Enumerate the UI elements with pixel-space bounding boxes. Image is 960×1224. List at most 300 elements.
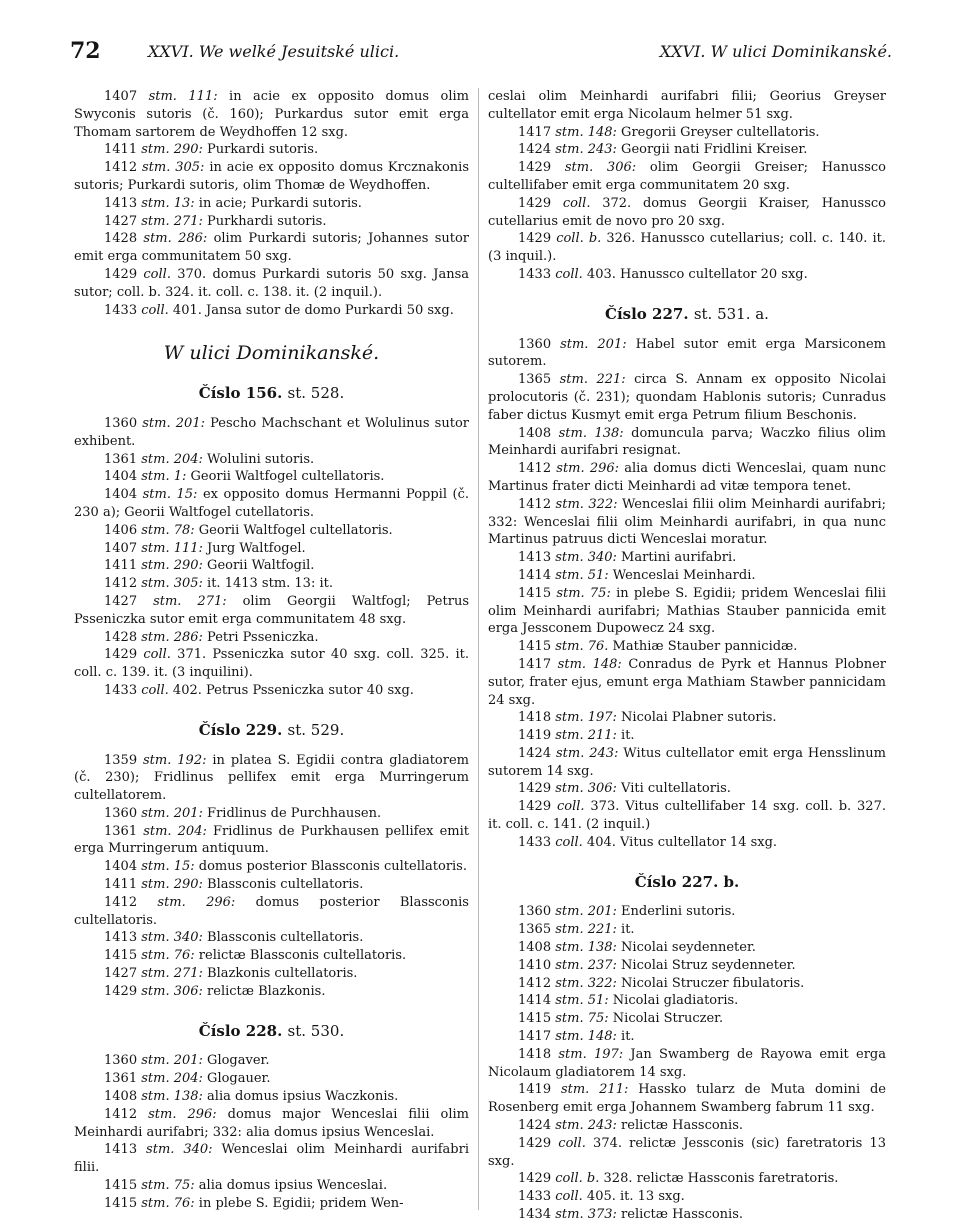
record-entry — [74, 858, 469, 876]
record-entry — [488, 745, 886, 781]
entry-source: stm. 201: — [555, 904, 617, 920]
entry-year: 1418 — [518, 710, 552, 726]
entry-source: stm. 296: — [148, 1106, 217, 1122]
entry-text: it. 1413 stm. 13: it. — [202, 576, 333, 592]
entry-source: stm. 290: — [141, 142, 203, 158]
entry-text: olim Georgii Waltfogl; Petrus Psseniczka sutor emit erga communitatem 48 sxg. — [74, 593, 469, 627]
record-entry — [488, 1046, 886, 1082]
entry-text: domus posterior Blassconis cultellatoris. — [194, 859, 467, 875]
entry-year: 1414 — [518, 567, 552, 583]
entry-source: stm. 76. — [555, 639, 609, 655]
entry-text: Martini aurifabri. — [616, 550, 737, 566]
record-entry — [74, 266, 469, 302]
right-column — [488, 88, 886, 1224]
entry-source: stm. 201: — [141, 1053, 203, 1069]
entry-year: 1360 — [518, 904, 552, 920]
entry-year: 1411 — [104, 558, 138, 574]
entry-year: 1413 — [104, 195, 138, 211]
entry-text: Blassconis cultellatoris. — [202, 930, 364, 946]
running-header — [70, 38, 900, 68]
entry-source: stm. 192: — [143, 752, 207, 768]
record-entry — [488, 638, 886, 656]
entry-source: stm. 306: — [141, 983, 203, 999]
entry-year: 1433 — [104, 302, 138, 318]
entry-text: Jurg Waltfogel. — [202, 540, 306, 556]
entry-text: 371. Psseniczka sutor 40 sxg. coll. 325. it. coll. c. 139. it. (3 inquilini). — [74, 647, 469, 681]
record-entry — [488, 1170, 886, 1188]
entry-text: 401. Jansa sutor de domo Purkardi 50 sxg. — [168, 302, 454, 318]
entry-source: stm. 290: — [141, 558, 203, 574]
entry-source: stm. 373: — [555, 1207, 617, 1223]
entry-text: Fridlinus de Purchhausen. — [202, 805, 382, 821]
house-number-label: Číslo 227. b. — [634, 872, 740, 891]
left-running-title: XXVI. We welké Jesuitské ulici. — [148, 42, 400, 61]
entry-text: Georii Waltfogel cultellatoris. — [194, 522, 393, 538]
record-entry — [74, 1088, 469, 1106]
page-number: 72 — [70, 38, 101, 64]
entry-text: Hassko tularz de Muta domini de Rosenberg emit erga Johannem Swamberg fabrum 11 sxg. — [488, 1082, 886, 1116]
entry-text: ex opposito domus Hermanni Poppil (č. 230 a); Georii Waltfogel cutellatoris. — [74, 487, 470, 520]
record-entry — [74, 195, 469, 213]
entry-year: 1407 — [104, 540, 138, 556]
entry-year: 1360 — [104, 415, 138, 431]
entry-source: stm. 221: — [555, 922, 617, 938]
house-number-label: Číslo 156. — [198, 384, 283, 403]
entry-source: coll. — [555, 834, 583, 850]
record-entry — [488, 124, 886, 142]
entry-source: stm. 243: — [555, 745, 619, 761]
entry-year: 1433 — [518, 1189, 552, 1205]
entry-text: in acie; Purkardi sutoris. — [194, 195, 362, 211]
house-number-label: Číslo 228. — [198, 1021, 283, 1040]
record-entry — [488, 336, 886, 372]
record-entry — [488, 371, 886, 424]
entry-text: Petri Psseniczka. — [202, 629, 319, 645]
record-entry — [488, 1188, 886, 1206]
entry-source: coll. — [555, 1189, 583, 1205]
entry-text: 372. domus Georgii Kraiser, Hanussco cutellarius emit de novo pro 20 sxg. — [488, 195, 886, 229]
entry-year: 1417 — [518, 1029, 552, 1045]
entry-year: 1404 — [104, 469, 138, 485]
entry-text: Nicolai Plabner sutoris. — [616, 710, 777, 726]
entry-source: stm. 78: — [141, 522, 195, 538]
entry-source: stm. 271: — [141, 213, 203, 229]
entry-text: Mathiæ Stauber pannicidæ. — [608, 639, 798, 655]
entry-year: 1408 — [518, 425, 552, 441]
entry-text: ceslai olim Meinhardi aurifabri filii; Georius Greyser cultellator emit erga Nicolaum helmer 51 sxg. — [488, 89, 886, 122]
entry-source: stm. 75: — [556, 585, 611, 601]
entry-source: coll. — [558, 1135, 586, 1151]
entry-year: 1411 — [104, 142, 138, 158]
entry-year: 1429 — [104, 647, 138, 663]
entry-text: Georgii nati Fridlini Kreiser. — [616, 142, 808, 158]
entry-year: 1434 — [518, 1207, 552, 1223]
record-entry — [74, 575, 469, 593]
house-number-st: st. 531. a. — [693, 304, 769, 323]
entry-source: stm. 340: — [555, 550, 617, 566]
entry-year: 1359 — [104, 752, 138, 768]
entry-year: 1415 — [104, 1178, 138, 1194]
entry-year: 1429 — [104, 983, 138, 999]
entry-source: stm. 243: — [555, 1118, 617, 1134]
entry-source: stm. 306: — [564, 160, 637, 176]
entry-text: circa S. Annam ex opposito Nicolai prolocutoris (č. 231); quondam Hablonis sutoris; Cunradus faber dictus Kusmyt emit erga Petrum filium Beschonis. — [488, 372, 886, 423]
record-entry — [74, 486, 469, 522]
record-entry — [488, 159, 886, 195]
entry-source: coll. b. — [556, 231, 602, 247]
record-entry — [488, 727, 886, 745]
house-number-heading — [488, 874, 886, 892]
entry-source: coll. — [556, 799, 585, 815]
record-entry — [74, 965, 469, 983]
entry-source: stm. 148: — [555, 1029, 617, 1045]
entry-year: 1417 — [518, 656, 552, 672]
entry-text: Enderlini sutoris. — [616, 904, 736, 920]
entry-source: stm. 340: — [146, 1142, 213, 1158]
record-entry — [488, 266, 886, 284]
record-entry — [488, 567, 886, 585]
entry-text: Gregorii Greyser cultellatoris. — [616, 124, 820, 140]
record-entry — [74, 805, 469, 823]
entry-source: stm. 243: — [555, 142, 617, 158]
entry-text: Glogauer. — [202, 1071, 271, 1087]
entry-year: 1429 — [518, 231, 552, 247]
entry-text: relictæ Blazkonis. — [202, 983, 326, 999]
entry-text: in platea S. Egidii contra gladiatorem (č. 230); Fridlinus pellifex emit erga Murringerum cultellatorem. — [74, 752, 469, 804]
entry-source: stm. 148: — [557, 656, 622, 672]
record-entry — [488, 921, 886, 939]
entry-source: stm. 211: — [560, 1082, 629, 1098]
column-divider — [478, 88, 479, 1210]
entry-text: Jan Swamberg de Rayowa emit erga Nicolaum gladiatorem 14 sxg. — [488, 1046, 886, 1080]
entry-text: Nicolai gladiatoris. — [608, 993, 739, 1009]
entry-source: stm. 76: — [141, 1195, 195, 1211]
entry-year: 1429 — [518, 195, 552, 211]
entry-year: 1360 — [104, 1053, 138, 1069]
entry-year: 1407 — [104, 89, 138, 104]
entry-source: stm. 111: — [148, 89, 218, 104]
record-entry — [488, 585, 886, 638]
entry-year: 1413 — [104, 1142, 138, 1158]
record-entry — [74, 1141, 469, 1177]
entry-year: 1429 — [518, 1135, 552, 1151]
entry-text: 373. Vitus cultellifaber 14 sxg. coll. b. 327. it. coll. c. 141. (2 inquil.) — [488, 799, 886, 833]
house-number-st: st. 528. — [287, 384, 345, 403]
entry-year: 1404 — [104, 859, 138, 875]
entry-year: 1427 — [104, 213, 138, 229]
entry-text: it. — [616, 728, 635, 744]
entry-source: stm. 138: — [558, 425, 624, 441]
entry-source: stm. 340: — [141, 930, 203, 946]
entry-year: 1406 — [104, 522, 138, 538]
entry-year: 1415 — [518, 1011, 552, 1027]
record-entry — [74, 929, 469, 947]
entry-year: 1412 — [518, 975, 552, 991]
record-entry — [74, 213, 469, 231]
entry-year: 1433 — [104, 682, 138, 698]
entry-source: stm. 305: — [141, 576, 203, 592]
entry-text: 328. relictæ Hassconis faretratoris. — [599, 1171, 839, 1187]
entry-text: 326. Hanussco cutellarius; coll. c. 140. it. (3 inquil.). — [488, 231, 886, 265]
entry-text: 403. Hanussco cultellator 20 sxg. — [582, 266, 808, 282]
entry-text: Nicolai Struczer fibulatoris. — [616, 975, 805, 991]
record-entry — [74, 1106, 469, 1142]
entry-text: in plebe S. Egidii; pridem Wen- — [194, 1195, 404, 1211]
entry-source: stm. 306: — [555, 781, 617, 797]
record-entry — [488, 939, 886, 957]
entry-text: olim Purkardi sutoris; Johannes sutor emit erga communitatem 50 sxg. — [74, 231, 469, 265]
entry-text: Nicolai Struz seydenneter. — [616, 957, 796, 973]
entry-source: stm. 148: — [555, 124, 617, 140]
entry-source: coll. b. — [555, 1171, 600, 1187]
entry-source: stm. 271: — [141, 966, 203, 982]
entry-source: stm. 75: — [141, 1178, 195, 1194]
entry-source: stm. 204: — [143, 823, 207, 839]
entry-year: 1412 — [104, 1106, 138, 1122]
record-entry — [488, 656, 886, 709]
entry-year: 1433 — [518, 834, 552, 850]
entry-text: in acie ex opposito domus olim Swyconis sutoris (č. 160); Purkardus sutor emit erga Thomam sartorem de Weydhoffen 12 sxg. — [74, 89, 469, 140]
entry-text: alia domus ipsius Wenceslai. — [194, 1178, 388, 1194]
entry-year: 1408 — [518, 940, 552, 956]
entry-year: 1429 — [518, 781, 552, 797]
record-entry — [74, 141, 469, 159]
entry-year: 1415 — [518, 585, 552, 601]
record-entry — [74, 823, 469, 859]
entry-text: Wenceslai filii olim Meinhardi aurifabri; 332: Wenceslai filii olim Meinhardi aurifabri, in qua nunc Martinus patruus dicti Wenceslai moratur. — [488, 496, 886, 548]
entry-year: 1429 — [104, 266, 138, 282]
entry-source: coll. — [555, 266, 583, 282]
record-entry — [74, 752, 469, 805]
entry-year: 1433 — [518, 266, 552, 282]
record-entry — [488, 549, 886, 567]
entry-source: stm. 201: — [560, 336, 627, 352]
entry-year: 1429 — [518, 1171, 552, 1187]
entry-year: 1419 — [518, 1082, 552, 1098]
entry-text: Conradus de Pyrk et Hannus Plobner sutor, frater ejus, emunt erga Mathiam Stawber pannicidam 24 sxg. — [488, 656, 886, 708]
entry-year: 1424 — [518, 745, 552, 761]
record-entry — [488, 1117, 886, 1135]
record-entry — [488, 798, 886, 834]
entry-year: 1410 — [518, 957, 552, 973]
entry-text: Nicolai Struczer. — [608, 1011, 724, 1027]
entry-year: 1361 — [104, 823, 138, 839]
record-entry — [74, 451, 469, 469]
entry-text: Purkhardi sutoris. — [202, 213, 327, 229]
record-entry — [74, 983, 469, 1001]
left-column — [74, 88, 469, 1213]
entry-year: 1411 — [104, 877, 138, 893]
record-entry — [488, 1135, 886, 1171]
entry-text: in acie ex opposito domus Krcznakonis sutoris; Purkardi sutoris, olim Thomæ de Weydhoffen. — [74, 160, 469, 193]
entry-text: domuncula parva; Waczko filius olim Meinhardi aurifabri resignat. — [488, 425, 886, 459]
entry-source: stm. 271: — [153, 593, 227, 609]
entry-year: 1419 — [518, 728, 552, 744]
house-number-heading — [488, 306, 886, 324]
entry-year: 1361 — [104, 1071, 138, 1087]
record-entry — [74, 894, 469, 930]
entry-source: coll. — [141, 682, 169, 698]
entry-source: stm. 305: — [141, 160, 205, 176]
record-entry — [488, 1028, 886, 1046]
entry-text: relictæ Hassconis. — [616, 1207, 744, 1223]
entry-year: 1360 — [518, 336, 552, 352]
entry-source: stm. 221: — [559, 372, 626, 388]
entry-source: stm. 197: — [555, 710, 617, 726]
record-entry — [488, 425, 886, 461]
entry-year: 1361 — [104, 451, 138, 467]
entry-text: Pescho Machschant et Wolulinus sutor exhibent. — [74, 415, 469, 449]
record-entry — [488, 460, 886, 496]
record-entry — [488, 230, 886, 266]
record-entry — [74, 1177, 469, 1195]
entry-year: 1417 — [518, 124, 552, 140]
entry-source: stm. 211: — [555, 728, 617, 744]
record-entry — [74, 468, 469, 486]
entry-year: 1412 — [104, 576, 138, 592]
entry-source: stm. 51: — [555, 567, 609, 583]
entry-year: 1415 — [104, 948, 138, 964]
entry-text: in plebe S. Egidii; pridem Wenceslai filii olim Meinhardi aurifabri; Mathias Stauber pannicida emit erga Jessconem Dupowecz 24 sxg. — [488, 585, 886, 637]
entry-source: stm. 13: — [141, 195, 195, 211]
house-number-st: st. 530. — [287, 1021, 345, 1040]
entry-text: alia domus ipsius Waczkonis. — [202, 1089, 399, 1105]
entry-text: Nicolai seydenneter. — [616, 940, 756, 956]
entry-year: 1428 — [104, 629, 138, 645]
entry-year: 1413 — [104, 930, 138, 946]
house-number-heading — [74, 385, 469, 403]
record-entry — [74, 557, 469, 575]
entry-source: stm. 296: — [556, 461, 620, 477]
entry-text: olim Georgii Greiser; Hanussco cultellifaber emit erga communitatem 20 sxg. — [488, 160, 887, 193]
record-entry — [488, 709, 886, 727]
entry-source: stm. 75: — [555, 1011, 609, 1027]
entry-year: 1415 — [104, 1195, 138, 1211]
right-running-title: XXVI. W ulici Dominikanské. — [659, 42, 892, 61]
entry-year: 1414 — [518, 993, 552, 1009]
record-entry — [488, 992, 886, 1010]
entry-source: stm. 322: — [555, 975, 617, 991]
section-heading: W ulici Dominikanské. — [163, 342, 380, 365]
entry-text: Wolulini sutoris. — [202, 451, 315, 467]
record-entry — [488, 975, 886, 993]
record-entry — [74, 1195, 469, 1213]
record-entry — [488, 957, 886, 975]
record-entry — [74, 646, 469, 682]
entry-text: domus posterior Blassconis cultellatoris. — [74, 894, 469, 928]
entry-year: 1429 — [518, 160, 552, 176]
entry-text: Wenceslai olim Meinhardi aurifabri filii. — [74, 1142, 469, 1176]
record-entry — [74, 1052, 469, 1070]
house-number-heading — [74, 722, 469, 740]
entry-text: it. — [616, 922, 635, 938]
record-entry — [74, 629, 469, 647]
entry-year: 1427 — [104, 593, 138, 609]
entry-year: 1413 — [518, 550, 552, 566]
entry-source: stm. 138: — [555, 940, 617, 956]
entry-year: 1427 — [104, 966, 138, 982]
entry-source: stm. 15: — [141, 859, 195, 875]
record-entry — [488, 141, 886, 159]
entry-year: 1424 — [518, 1118, 552, 1134]
entry-year: 1424 — [518, 142, 552, 158]
entry-text: 405. it. 13 sxg. — [582, 1189, 685, 1205]
entry-year: 1360 — [104, 805, 138, 821]
entry-year: 1428 — [104, 231, 138, 247]
record-entry — [488, 834, 886, 852]
entry-source: stm. 296: — [157, 894, 236, 910]
entry-source: stm. 286: — [143, 231, 208, 247]
record-entry — [74, 230, 469, 266]
entry-source: stm. 1: — [141, 469, 187, 485]
entry-source: stm. 204: — [141, 451, 203, 467]
entry-text: domus major Wenceslai filii olim Meinhardi aurifabri; 332: alia domus ipsius Wenceslai. — [74, 1106, 469, 1140]
entry-year: 1429 — [518, 799, 552, 815]
entry-source: coll. — [143, 647, 171, 663]
entry-source: stm. 197: — [558, 1046, 624, 1062]
record-entry — [488, 195, 886, 231]
entry-year: 1412 — [518, 496, 552, 512]
entry-source: stm. 286: — [141, 629, 203, 645]
entry-source: coll. — [562, 195, 591, 211]
record-entry — [488, 1206, 886, 1224]
entry-text: alia domus dicti Wenceslai, quam nunc Martinus frater dicti Meinhardi ad vitæ tempora tenet. — [488, 461, 886, 494]
entry-year: 1412 — [104, 894, 138, 910]
record-entry — [74, 415, 469, 451]
entry-source: stm. 204: — [141, 1071, 203, 1087]
record-entry — [488, 496, 886, 549]
entry-year: 1412 — [104, 160, 138, 176]
entry-text: 374. relictæ Jessconis (sic) faretratoris 13 sxg. — [488, 1135, 886, 1169]
entry-text: Georii Waltfogel cultellatoris. — [186, 469, 385, 485]
entry-source: stm. 322: — [555, 496, 618, 512]
entry-year: 1412 — [518, 461, 552, 477]
entry-source: stm. 111: — [141, 540, 203, 556]
record-entry — [488, 903, 886, 921]
entry-source: stm. 138: — [141, 1089, 203, 1105]
entry-text: Blazkonis cultellatoris. — [202, 966, 358, 982]
entry-text: 402. Petrus Psseniczka sutor 40 sxg. — [168, 682, 414, 698]
record-entry — [488, 780, 886, 798]
record-entry — [74, 522, 469, 540]
record-entry — [74, 88, 469, 141]
record-entry — [74, 682, 469, 700]
record-entry — [74, 540, 469, 558]
house-number-heading — [74, 1023, 469, 1041]
entry-source: stm. 237: — [555, 957, 617, 973]
record-entry — [74, 159, 469, 195]
entry-text: Georii Waltfogil. — [202, 558, 315, 574]
entry-year: 1365 — [518, 372, 552, 388]
entry-text: 370. domus Purkardi sutoris 50 sxg. Jansa sutor; coll. b. 324. it. coll. c. 138. it. (2 inquil.). — [74, 266, 469, 300]
house-number-label: Číslo 227. — [605, 304, 689, 323]
entry-text: Habel sutor emit erga Marsiconem sutorem. — [488, 336, 887, 370]
entry-text: Viti cultellatoris. — [616, 781, 731, 797]
entry-text: Purkardi sutoris. — [202, 142, 319, 158]
entry-year: 1365 — [518, 922, 552, 938]
entry-source: stm. 76: — [141, 948, 195, 964]
record-entry — [74, 302, 469, 320]
entry-source: coll. — [143, 266, 171, 282]
record-entry — [74, 947, 469, 965]
entry-source: stm. 201: — [142, 415, 205, 431]
entry-source: stm. 201: — [141, 805, 203, 821]
entry-text: it. — [616, 1029, 635, 1045]
entry-year: 1404 — [104, 487, 138, 503]
record-entry — [74, 876, 469, 894]
entry-text: Wenceslai Meinhardi. — [608, 567, 756, 583]
record-entry — [74, 1070, 469, 1088]
